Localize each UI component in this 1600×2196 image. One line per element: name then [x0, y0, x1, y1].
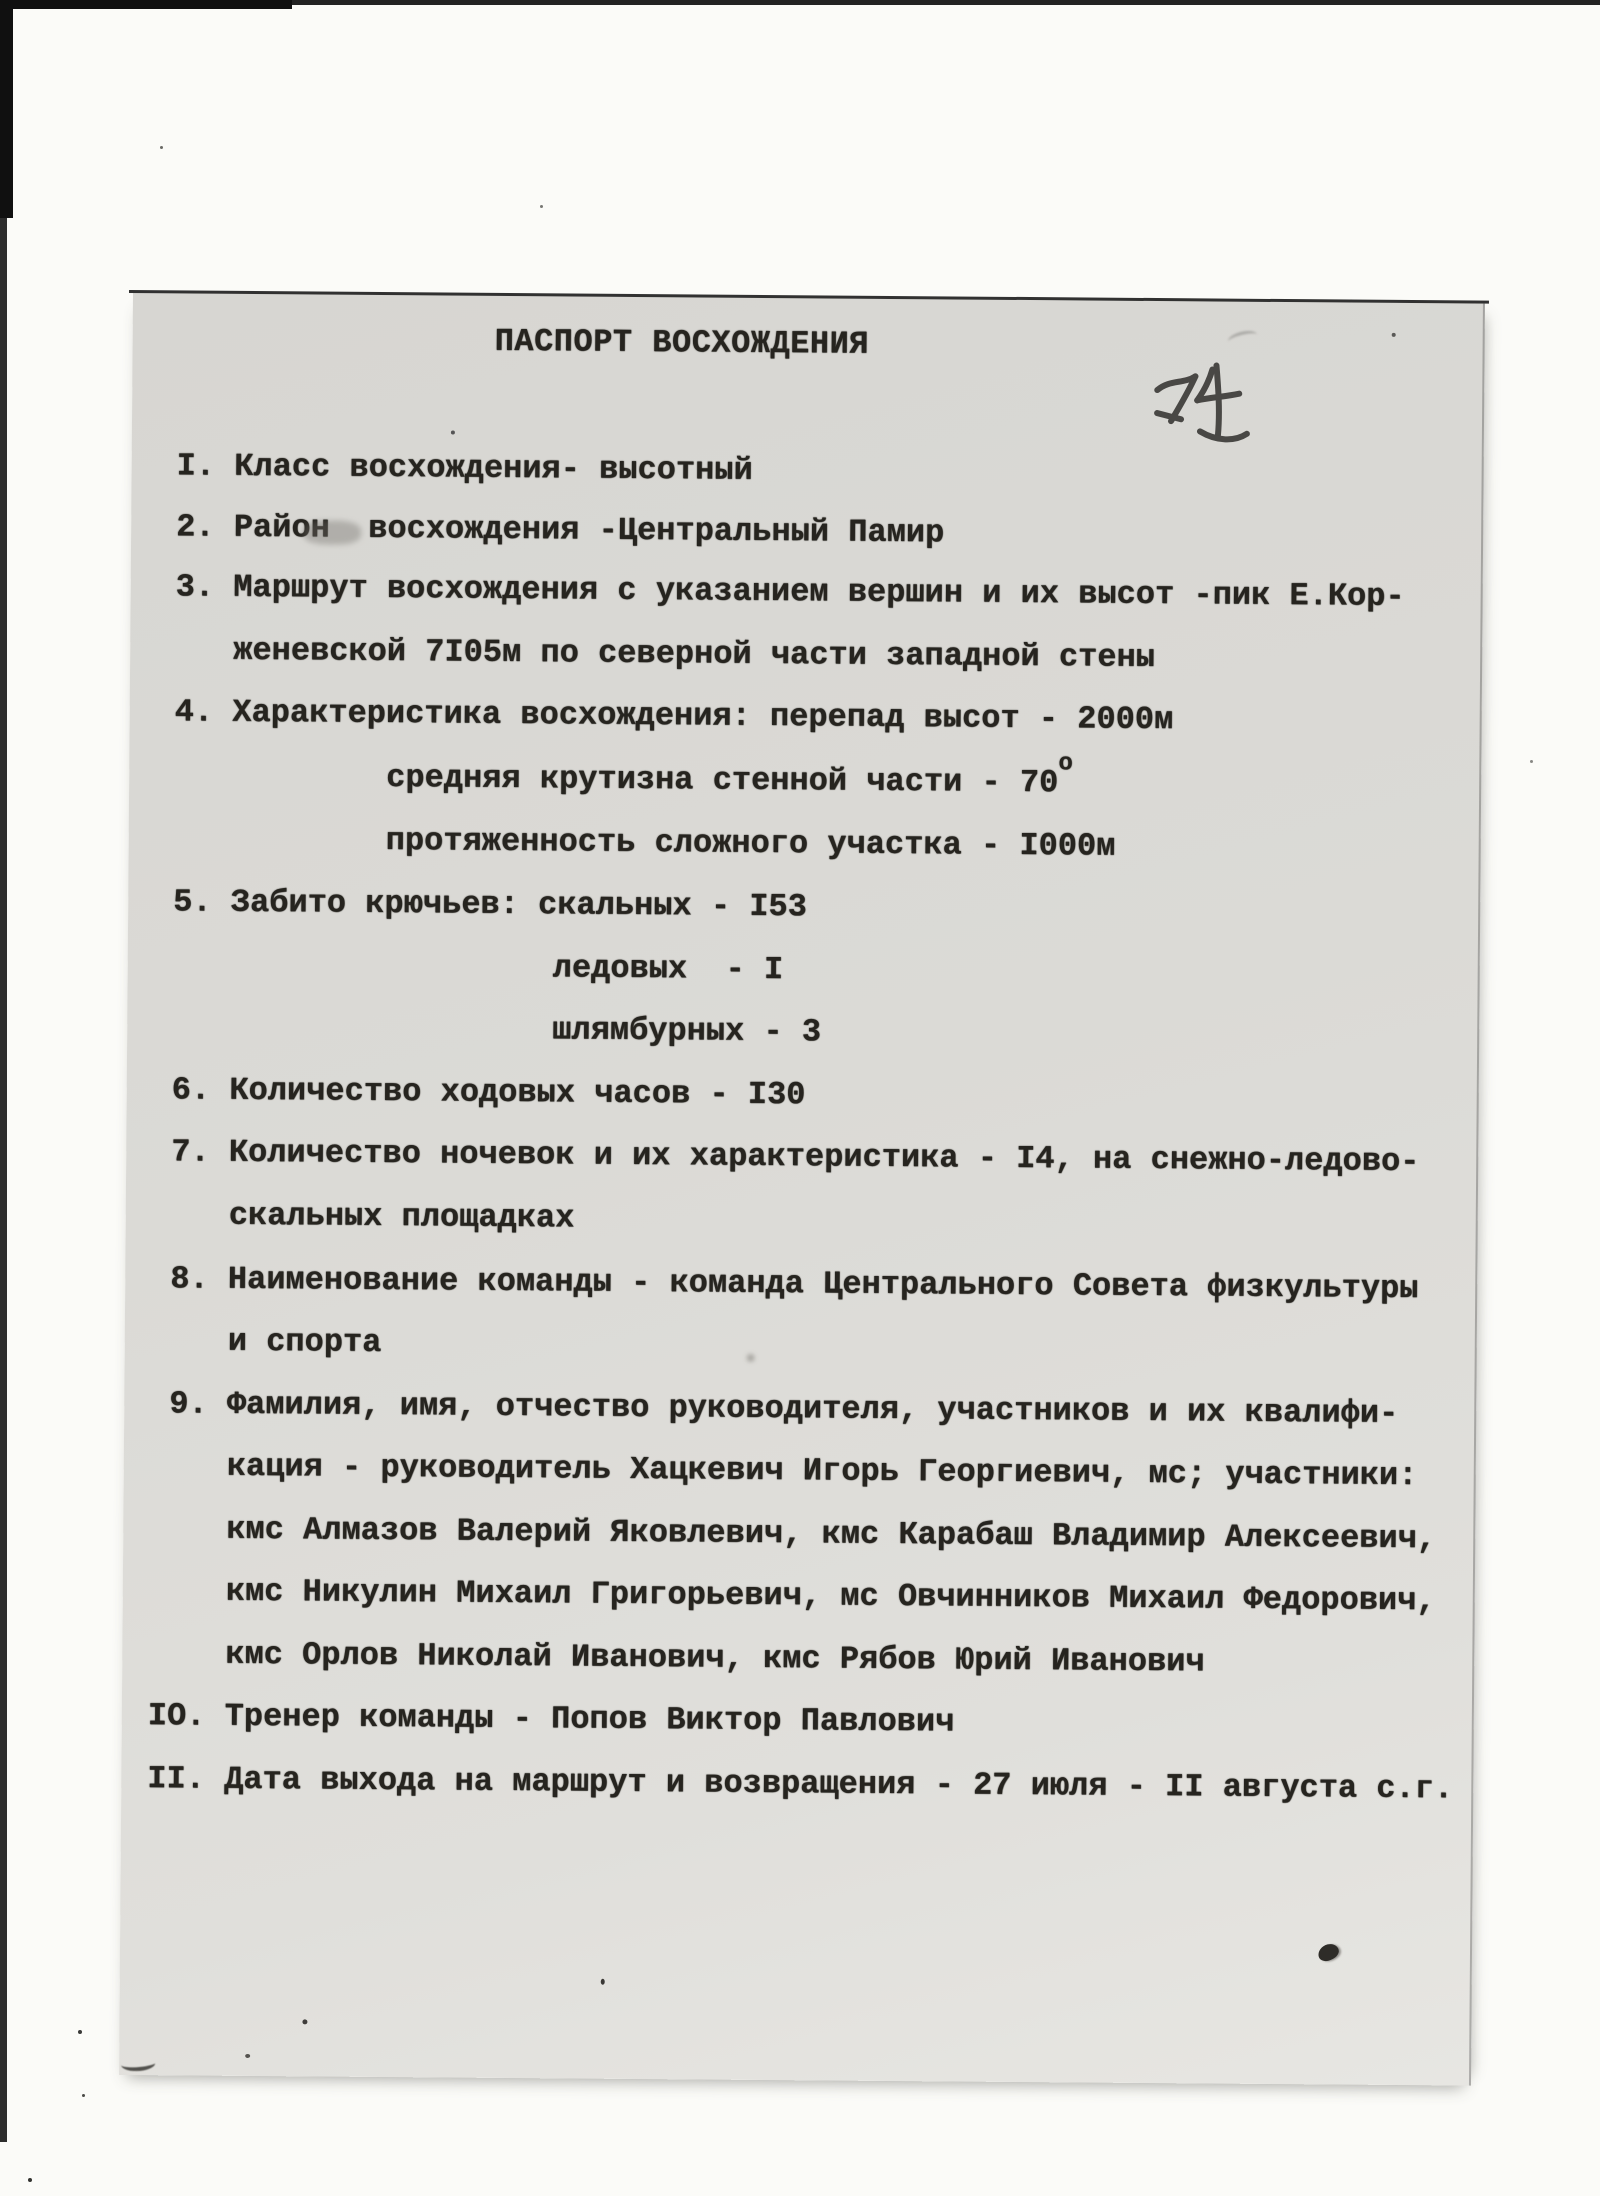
scan-edge-top-left	[0, 0, 292, 9]
item-4-steepness-text: средняя крутизна стенной части - 70	[386, 759, 1059, 802]
dust-speck	[451, 431, 455, 435]
paper-sheet	[119, 293, 1485, 2086]
item-9: 9. Фамилия, имя, отчество руководителя, участников и их квалифи-	[169, 1385, 1399, 1432]
pencil-smudge	[1227, 328, 1259, 348]
scan-edge-left	[0, 0, 7, 2142]
item-6: 6. Количество ходовых часов - I30	[171, 1071, 806, 1114]
item-5: 5. Забито крючьев: скальных - I53	[173, 883, 808, 926]
erased-text-smudge	[303, 520, 361, 544]
item-9-cont-2: кмс Алмазов Валерий Яковлевич, кмс Карабаш Владимир Алексеевич,	[226, 1510, 1437, 1558]
handwritten-page-number	[1150, 359, 1263, 456]
item-8-cont: и спорта	[227, 1322, 382, 1361]
dust-speck	[78, 2030, 82, 2034]
paper-right-edge-line	[1469, 304, 1485, 2086]
page-title: ПАСПОРТ ВОСХОЖДЕНИЯ	[494, 322, 870, 363]
item-1: I. Класс восхождения- высотный	[176, 447, 753, 489]
item-9-cont-3: кмс Никулин Михаил Григорьевич, мс Овчинников Михаил Федорович,	[225, 1572, 1436, 1620]
dust-speck	[245, 2054, 250, 2058]
item-9-cont-4: кмс Орлов Николай Иванович, кмс Рябов Юрий Иванович	[225, 1635, 1205, 1681]
item-5-bolts: шлямбурных - 3	[552, 1011, 822, 1051]
item-7: 7. Количество ночевок и их характеристика - I4, на снежно-ледово-	[171, 1133, 1420, 1181]
item-5-ice: ледовых - I	[552, 949, 784, 989]
dust-speck	[1530, 760, 1533, 763]
degree-superscript: о	[1058, 750, 1073, 778]
item-3-cont: женевской 7I05м по северной части западной стены	[233, 631, 1156, 677]
dust-speck	[747, 1354, 755, 1362]
dust-speck	[302, 2019, 307, 2024]
item-10: IO. Тренер команды - Попов Виктор Павлович	[147, 1697, 955, 1741]
dust-speck	[82, 2094, 85, 2097]
ink-blot	[1316, 1942, 1340, 1963]
dust-speck	[540, 205, 543, 208]
item-9-cont-1: кация - руководитель Хацкевич Игорь Георгиевич, мс; участники:	[226, 1447, 1418, 1495]
item-7-cont: скальных площадках	[228, 1196, 575, 1237]
item-4-length: протяженность сложного участка - I000м	[385, 822, 1116, 865]
dust-speck	[28, 2178, 32, 2182]
dust-speck	[601, 1979, 605, 1985]
dust-speck	[1392, 333, 1396, 337]
item-4: 4. Характеристика восхождения: перепад высот - 2000м	[174, 693, 1174, 739]
item-8: 8. Наименование команды - команда Центрального Совета физкультуры	[170, 1260, 1419, 1308]
item-4-steepness	[386, 750, 1073, 803]
item-2: 2. Район восхождения -Центральный Памир	[176, 508, 945, 552]
item-3: 3. Маршрут восхождения с указанием вершин и их высот -пик Е.Кор-	[175, 568, 1405, 615]
paper-corner-mark	[120, 2055, 155, 2072]
item-11: II. Дата выхода на маршрут и возвращения - 27 июля - II августа с.г.	[147, 1760, 1454, 1808]
dust-speck	[160, 146, 163, 149]
paper-top-edge-line	[129, 290, 1489, 304]
